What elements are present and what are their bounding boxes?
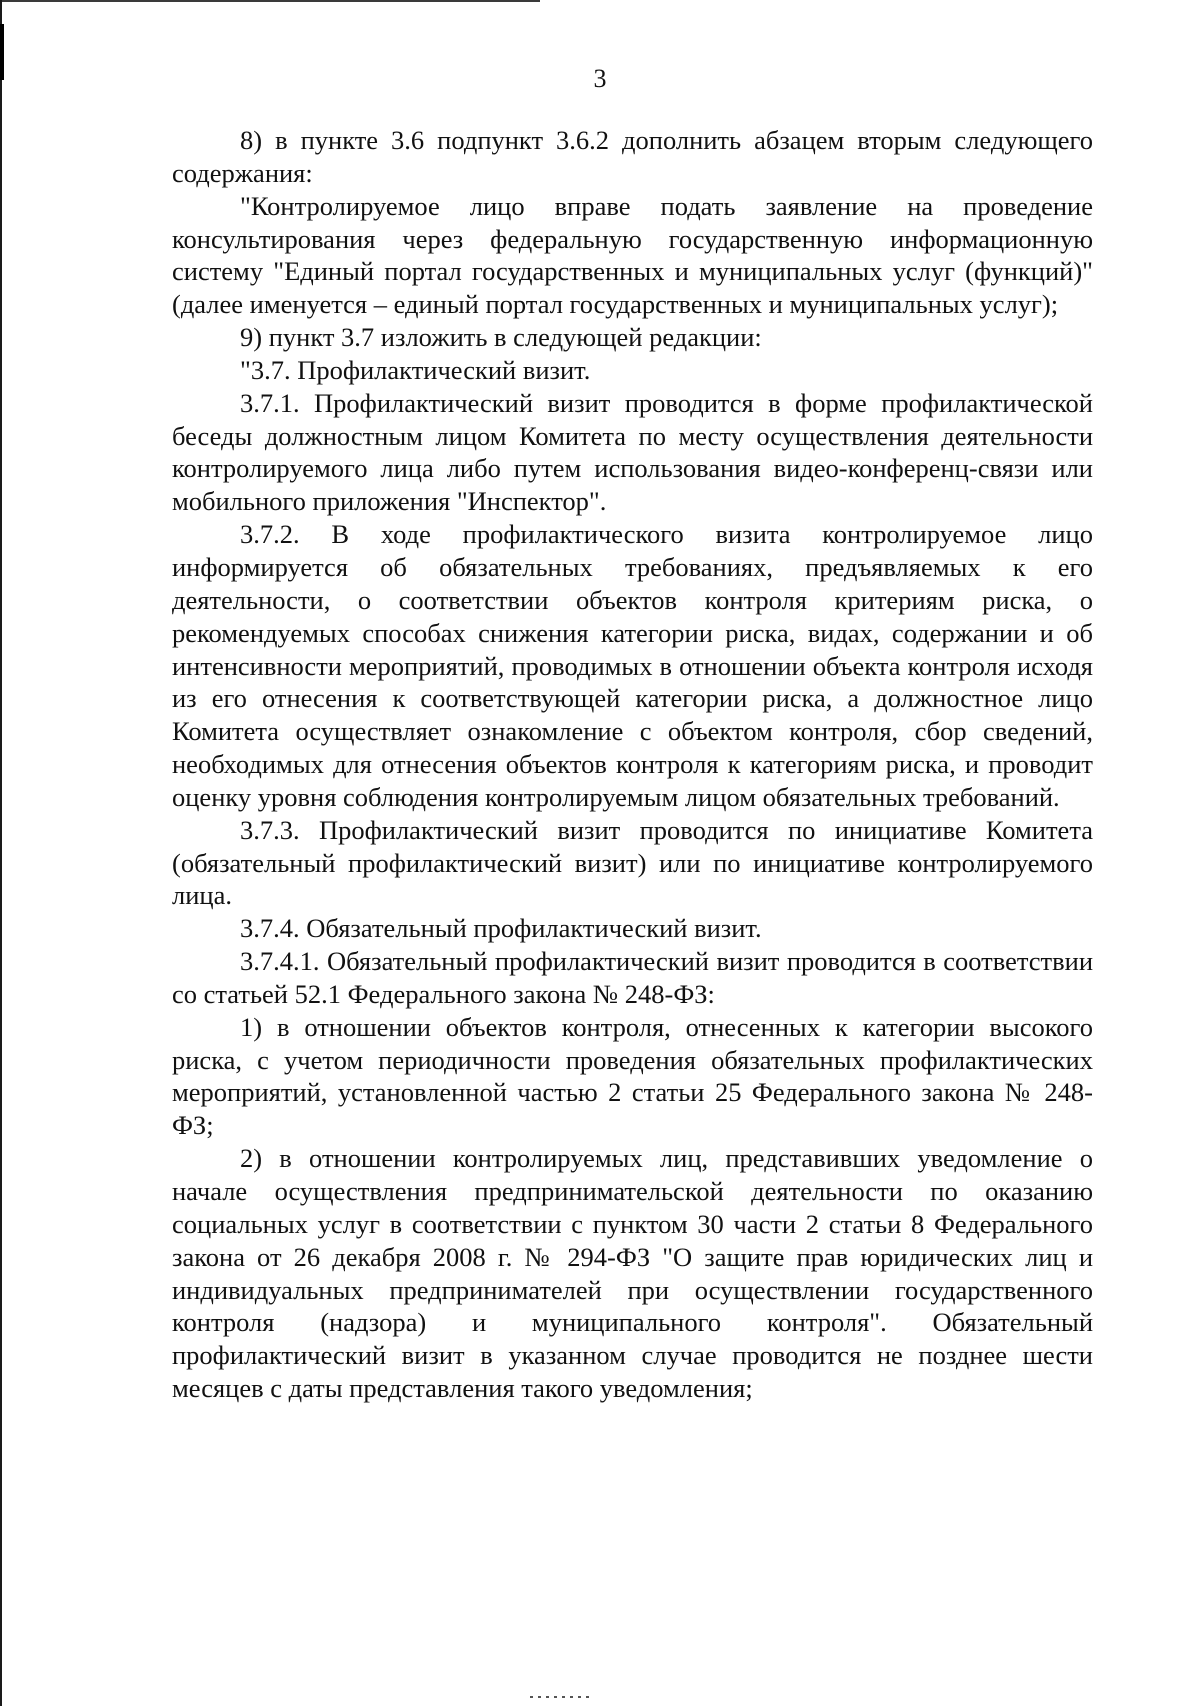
scan-edge-left <box>0 0 2 1706</box>
scan-dots-bottom <box>530 1696 590 1698</box>
paragraph-quote-consultation: "Контролируемое лицо вправе подать заявление на проведение консультирования через федеральную государственную информационную систему "Единый портал государственных и муниципальных услуг (функций)" (далее именуется – единый портал государственных и муниципальных услуг); <box>172 190 1093 320</box>
paragraph-3-7-1: 3.7.1. Профилактический визит проводится в форме профилактической беседы должностным лицом Комитета по месту осуществления деятельности контролируемого лица либо путем использования видео-конференц-связи или мобильного приложения "Инспектор". <box>172 387 1093 517</box>
paragraph-3-7-4-1: 3.7.4.1. Обязательный профилактический визит проводится в соответствии со статьей 52.1 Федерального закона № 248-ФЗ: <box>172 946 1093 1009</box>
paragraph-item-8: 8) в пункте 3.6 подпункт 3.6.2 дополнить абзацем вторым следующего содержания: <box>172 125 1093 188</box>
paragraph-3-7-3: 3.7.3. Профилактический визит проводится по инициативе Комитета (обязательный профилактический визит) или по инициативе контролируемого лица. <box>172 814 1093 911</box>
paragraph-item-9: 9) пункт 3.7 изложить в следующей редакции: <box>240 322 762 353</box>
paragraph-3-7-2: 3.7.2. В ходе профилактического визита контролируемое лицо информируется об обязательных требованиях, предъявляемых к его деятельности, о соответствии объектов контроля критериям риска, о рекомендуемых способах снижения категории риска, видах, содержании и об интенсивности мероприятий, проводимых в отношении объекта контроля исходя из его отнесения к соответствующей категории риска, а должностное лицо Комитета осуществляет ознакомление с объектом контроля, сбор сведений, необходимых для отнесения объектов контроля к категориям риска, и проводит оценку уровня соблюдения контролируемым лицом обязательных требований. <box>172 519 1093 812</box>
paragraph-3-7-4: 3.7.4. Обязательный профилактический визит. <box>240 913 762 944</box>
scan-edge-top <box>0 0 540 2</box>
document-body <box>172 124 1093 1405</box>
page-number: 3 <box>593 64 607 93</box>
paragraph-section-3-7: "3.7. Профилактический визит. <box>240 354 591 385</box>
paragraph-list-item-1: 1) в отношении объектов контроля, отнесенных к категории высокого риска, с учетом периодичности проведения обязательных профилактических мероприятий, установленной частью 2 статьи 25 Федерального закона № 248-ФЗ; <box>172 1011 1093 1141</box>
paragraph-list-item-2: 2) в отношении контролируемых лиц, представивших уведомление о начале осуществления предпринимательской деятельности по оказанию социальных услуг в соответствии с пунктом 30 части 2 статьи 8 Федерального закона от 26 декабря 2008 г. № 294-ФЗ "О защите прав юридических лиц и индивидуальных предпринимателей при осуществлении государственного контроля (надзора) и муниципального контроля". Обязательный профилактический визит в указанном случае проводится не позднее шести месяцев с даты представления такого уведомления; <box>172 1143 1093 1404</box>
